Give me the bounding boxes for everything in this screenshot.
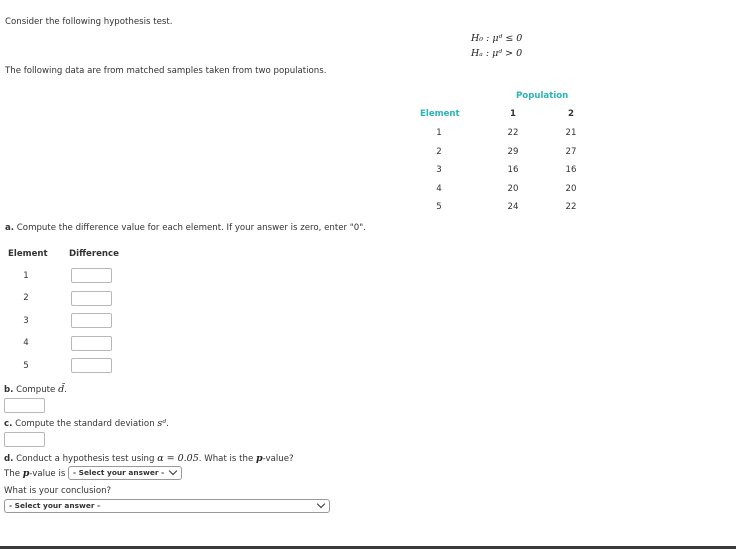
intro-text: Consider the following hypothesis test. xyxy=(5,17,173,27)
difference-input-1[interactable] xyxy=(71,268,112,283)
part-b-prompt xyxy=(4,384,67,395)
part-b-end: . xyxy=(64,385,67,395)
table-row-pop1: 16 xyxy=(507,165,519,175)
table-row-pop1: 22 xyxy=(507,128,519,138)
table-row-element: 4 xyxy=(436,184,442,194)
part-a-prompt xyxy=(5,223,366,233)
sd-symbol: sᵈ xyxy=(157,418,167,429)
population-2-header: 2 xyxy=(568,109,574,119)
data-intro-text: The following data are from matched samples taken from two populations. xyxy=(5,66,327,76)
table-row-element: 1 xyxy=(436,128,442,138)
null-hypothesis: H₀ : μᵈ ≤ 0 xyxy=(471,33,523,44)
part-a-label: a. xyxy=(5,223,15,233)
p-symbol: p xyxy=(255,453,263,464)
chevron-down-icon xyxy=(317,500,325,508)
table-row-pop1: 29 xyxy=(507,147,519,157)
pvalue-select-text: - Select your answer - xyxy=(73,468,165,477)
difference-header: Difference xyxy=(69,249,119,259)
pvalue-p-symbol: p xyxy=(22,468,30,479)
chevron-down-icon xyxy=(169,467,177,475)
table-row-pop1: 20 xyxy=(507,184,519,194)
table-row-element: 5 xyxy=(436,202,442,212)
part-d-text-pre: Conduct a hypothesis test using xyxy=(13,454,158,464)
part-d-text-mid: . What is the xyxy=(198,454,256,464)
part-c-label: c. xyxy=(4,419,13,429)
difference-element-label: 2 xyxy=(23,293,29,303)
pvalue-pre: The xyxy=(4,469,23,479)
table-row-pop2: 21 xyxy=(565,128,577,138)
part-a-text: Compute the difference value for each element. If your answer is zero, enter "0". xyxy=(14,223,366,233)
population-1-header: 1 xyxy=(510,109,516,119)
pvalue-select[interactable] xyxy=(68,466,182,480)
population-header: Population xyxy=(516,91,569,101)
table-row-pop1: 24 xyxy=(507,202,519,212)
pvalue-post: -value is xyxy=(29,469,66,479)
difference-element-header: Element xyxy=(8,249,48,259)
difference-element-label: 4 xyxy=(23,338,29,348)
part-d-text-post: -value? xyxy=(262,454,294,464)
table-row-pop2: 20 xyxy=(565,184,577,194)
conclusion-select[interactable] xyxy=(4,499,330,513)
difference-input-2[interactable] xyxy=(71,291,112,306)
table-row-pop2: 22 xyxy=(565,202,577,212)
difference-input-5[interactable] xyxy=(71,358,112,373)
difference-input-4[interactable] xyxy=(71,336,112,351)
alternative-hypothesis: Hₐ : μᵈ > 0 xyxy=(471,48,523,59)
part-c-end: . xyxy=(166,419,169,429)
part-c-prompt xyxy=(4,418,169,429)
d-bar-symbol: d̄ xyxy=(58,384,65,395)
difference-input-3[interactable] xyxy=(71,313,112,328)
difference-element-label: 3 xyxy=(23,316,29,326)
part-c-text: Compute the standard deviation xyxy=(12,419,158,429)
part-b-label: b. xyxy=(4,385,14,395)
pvalue-line xyxy=(4,468,65,479)
element-column-header: Element xyxy=(420,109,460,119)
d-bar-input[interactable] xyxy=(4,398,45,413)
table-row-pop2: 16 xyxy=(565,165,577,175)
conclusion-question: What is your conclusion? xyxy=(4,486,112,496)
difference-element-label: 1 xyxy=(23,271,29,281)
conclusion-select-text: - Select your answer - xyxy=(9,501,101,510)
sd-input[interactable] xyxy=(4,432,45,447)
difference-element-label: 5 xyxy=(23,361,29,371)
alpha-value: α = 0.05 xyxy=(157,453,199,464)
part-d-label: d. xyxy=(4,454,14,464)
part-d-prompt xyxy=(4,453,294,464)
part-b-text: Compute xyxy=(13,385,59,395)
table-row-pop2: 27 xyxy=(565,147,577,157)
table-row-element: 3 xyxy=(436,165,442,175)
table-row-element: 2 xyxy=(436,147,442,157)
